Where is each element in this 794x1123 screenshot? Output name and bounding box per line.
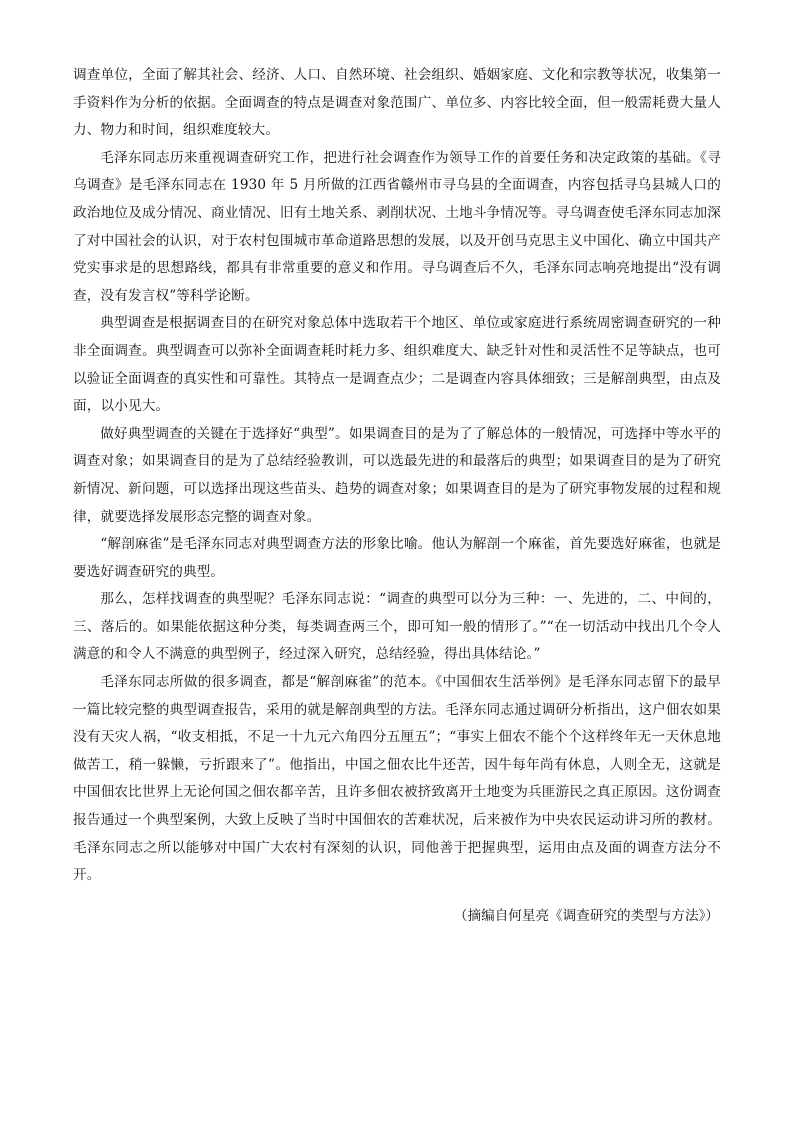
- paragraph-tenant-farmer-report: 毛泽东同志所做的很多调查，都是“解剖麻雀”的范本。《中国佃农生活举例》是毛泽东同志留下的最早一篇比较完整的典型调查报告，采用的就是解剖典型的方法。毛泽东同志通过调研分析指出，这户佃农如果没有天灾人祸，“收支相抵，不足一十九元六角四分五厘五”；“事实上佃农不能个个这样终年无一天休息地做苦工，稍一躲懒，亏折跟来了”。他指出，中国之佃农比牛还苦，因牛每年尚有休息，人则全无，这就是中国佃农比世界上无论何国之佃农都辛苦，且许多佃农被挤致离开土地变为兵匪游民之真正原因。这份调查报告通过一个典型案例，大致上反映了当时中国佃农的苦难状况，后来被作为中央农民运动讲习所的教材。毛泽东同志之所以能够对中国广大农村有深刻的认识，同他善于把握典型，运用由点及面的调查方法分不开。: [73, 674, 721, 884]
- source-citation: （摘编自何星亮《调查研究的类型与方法》）: [453, 907, 719, 924]
- paragraph-choosing-typical: 做好典型调查的关键在于选择好“典型”。如果调查目的是为了了解总体的一般情况，可选择中等水平的调查对象；如果调查目的是为了总结经验教训，可以选最先进的和最落后的典型；如果调查目的是为了研究新情况、新问题，可以选择出现这些苗头、趋势的调查对象；如果调查目的是为了研究事物发展的过程和规律，就要选择发展形态完整的调查对象。: [73, 425, 721, 525]
- article-body: [73, 62, 721, 930]
- paragraph-dissecting-sparrow: “解剖麻雀”是毛泽东同志对典型调查方法的形象比喻。他认为解剖一个麻雀，首先要选好麻雀，也就是要选好调查研究的典型。: [73, 536, 721, 580]
- paragraph-continuation: 调查单位，全面了解其社会、经济、人口、自然环境、社会组织、婚姻家庭、文化和宗教等状况，收集第一手资料作为分析的依据。全面调查的特点是调查对象范围广、单位多、内容比较全面，但一般需耗费大量人力、物力和时间，组织难度较大。: [73, 67, 721, 139]
- paragraph-typical-survey-definition: 典型调查是根据调查目的在研究对象总体中选取若干个地区、单位或家庭进行系统周密调查研究的一种非全面调查。典型调查可以弥补全面调查耗时耗力多、组织难度大、缺乏针对性和灵活性不足等缺点，也可以验证全面调查的真实性和可靠性。其特点一是调查点少；二是调查内容具体细致；三是解剖典型，由点及面，以小见大。: [73, 315, 721, 415]
- paragraph-xunwu-survey: 毛泽东同志历来重视调查研究工作，把进行社会调查作为领导工作的首要任务和决定政策的基础。《寻乌调查》是毛泽东同志在 1930 年 5 月所做的江西省赣州市寻乌县的全面调查，内容包括寻乌县城人口的政治地位及成分情况、商业情况、旧有土地关系、剥削状况、土地斗争情况等。寻乌调查使毛泽东同志加深了对中国社会的认识，对于农村包围城市革命道路思想的发展，以及开创马克思主义中国化、确立中国共产党实事求是的思想路线，都具有非常重要的意义和作用。寻乌调查后不久，毛泽东同志响亮地提出“没有调查，没有发言权”等科学论断。: [73, 149, 721, 304]
- paragraph-finding-typical: 那么，怎样找调查的典型呢？毛泽东同志说：“调查的典型可以分为三种：一、先进的，二、中间的，三、落后的。如果能依据这种分类，每类调查两三个，即可知一般的情形了。”“在一切活动中找出几个令人满意的和令人不满意的典型例子，经过深入研究，总结经验，得出具体结论。”: [73, 591, 721, 663]
